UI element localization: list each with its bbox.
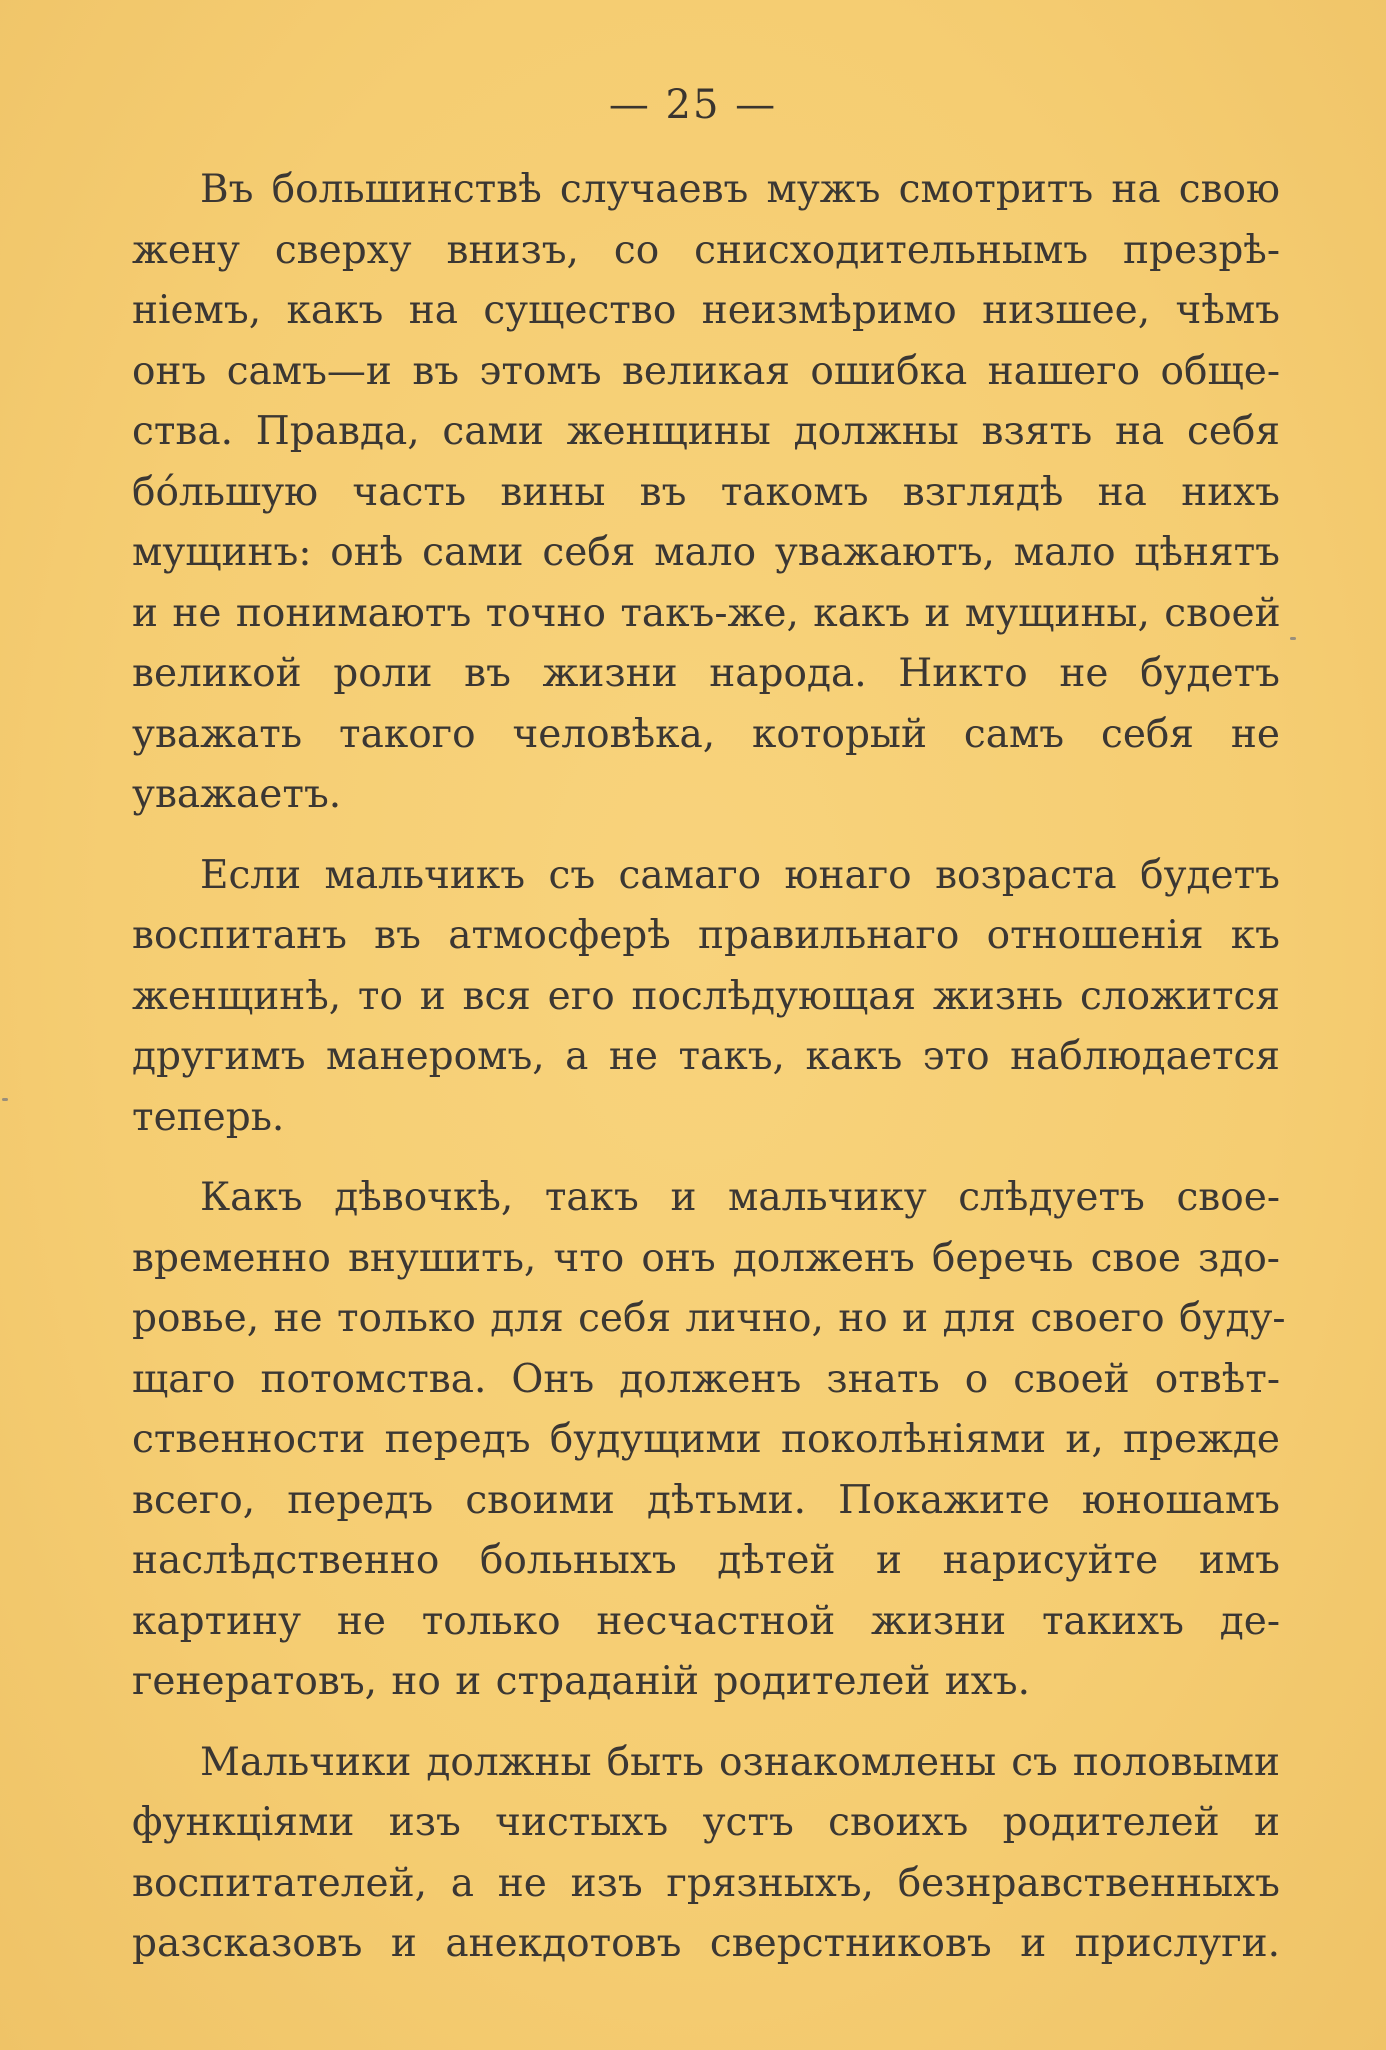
paragraph-3 <box>132 1168 1286 1713</box>
text-line: воспитателей, а не изъ грязныхъ, безнравственныхъ <box>132 1860 1280 1906</box>
text-line: другимъ манеромъ, а не такъ, какъ это наблюдается <box>132 1034 1280 1079</box>
paragraph-4 <box>132 1733 1280 1975</box>
text-line: Въ большинствѣ случаевъ мужъ смотритъ на свою <box>200 167 1280 212</box>
text-line: разсказовъ и анекдотовъ сверстниковъ и прислуги. <box>132 1921 1280 1966</box>
text-line: теперь. <box>132 1094 285 1140</box>
text-line: жену сверху внизъ, со снисходительнымъ презрѣ- <box>132 227 1280 273</box>
text-line: наслѣдственно больныхъ дѣтей и нарисуйте имъ <box>132 1538 1280 1583</box>
text-line: ровье, не только для себя лично, но и для своего буду- <box>132 1296 1286 1341</box>
text-line: уважаетъ. <box>132 772 342 817</box>
text-line: Если мальчикъ съ самаго юнаго возраста будетъ <box>200 852 1280 898</box>
text-line: бóльшую часть вины въ такомъ взглядѣ на нихъ <box>132 469 1280 515</box>
paper-speck <box>1290 637 1296 640</box>
paragraph-2 <box>132 846 1280 1149</box>
text-line: щаго потомства. Онъ долженъ знать о своей отвѣт- <box>132 1356 1280 1402</box>
text-line: воспитанъ въ атмосферѣ правильнаго отношенія къ <box>132 913 1280 958</box>
page-number: — 25 — <box>608 82 778 128</box>
text-line: всего, передъ своими дѣтьми. Покажите юношамъ <box>132 1477 1280 1523</box>
body-text <box>132 160 1286 1975</box>
text-line: ніемъ, какъ на существо неизмѣримо низшее, чѣмъ <box>132 288 1280 333</box>
text-line: ства. Правда, сами женщины должны взять на себя <box>132 409 1280 454</box>
text-line: функціями изъ чистыхъ устъ своихъ родителей и <box>132 1800 1280 1845</box>
text-line: картину не только несчастной жизни такихъ де- <box>132 1598 1280 1644</box>
paper-speck <box>2 1098 8 1101</box>
text-line: онъ самъ—и въ этомъ великая ошибка нашего обще- <box>132 348 1280 394</box>
text-line: генератовъ, но и страданій родителей ихъ. <box>132 1659 1030 1704</box>
text-line: уважать такого человѣка, который самъ себя не <box>132 711 1280 757</box>
text-line: мущинъ: онѣ сами себя мало уважаютъ, мало цѣнятъ <box>132 530 1280 575</box>
text-line: женщинѣ, то и вся его послѣдующая жизнь сложится <box>132 973 1280 1019</box>
text-line: временно внушить, что онъ долженъ беречь свое здо- <box>132 1235 1280 1281</box>
paragraph-1 <box>132 160 1280 826</box>
text-line: и не понимаютъ точно такъ-же, какъ и мущины, своей <box>132 590 1281 636</box>
text-line: Мальчики должны быть ознакомлены съ половыми <box>200 1739 1280 1785</box>
text-line: великой роли въ жизни народа. Никто не будетъ <box>132 651 1280 696</box>
text-line: ственности передъ будущими поколѣніями и, прежде <box>132 1417 1280 1462</box>
text-line: Какъ дѣвочкѣ, такъ и мальчику слѣдуетъ свое- <box>200 1175 1280 1220</box>
